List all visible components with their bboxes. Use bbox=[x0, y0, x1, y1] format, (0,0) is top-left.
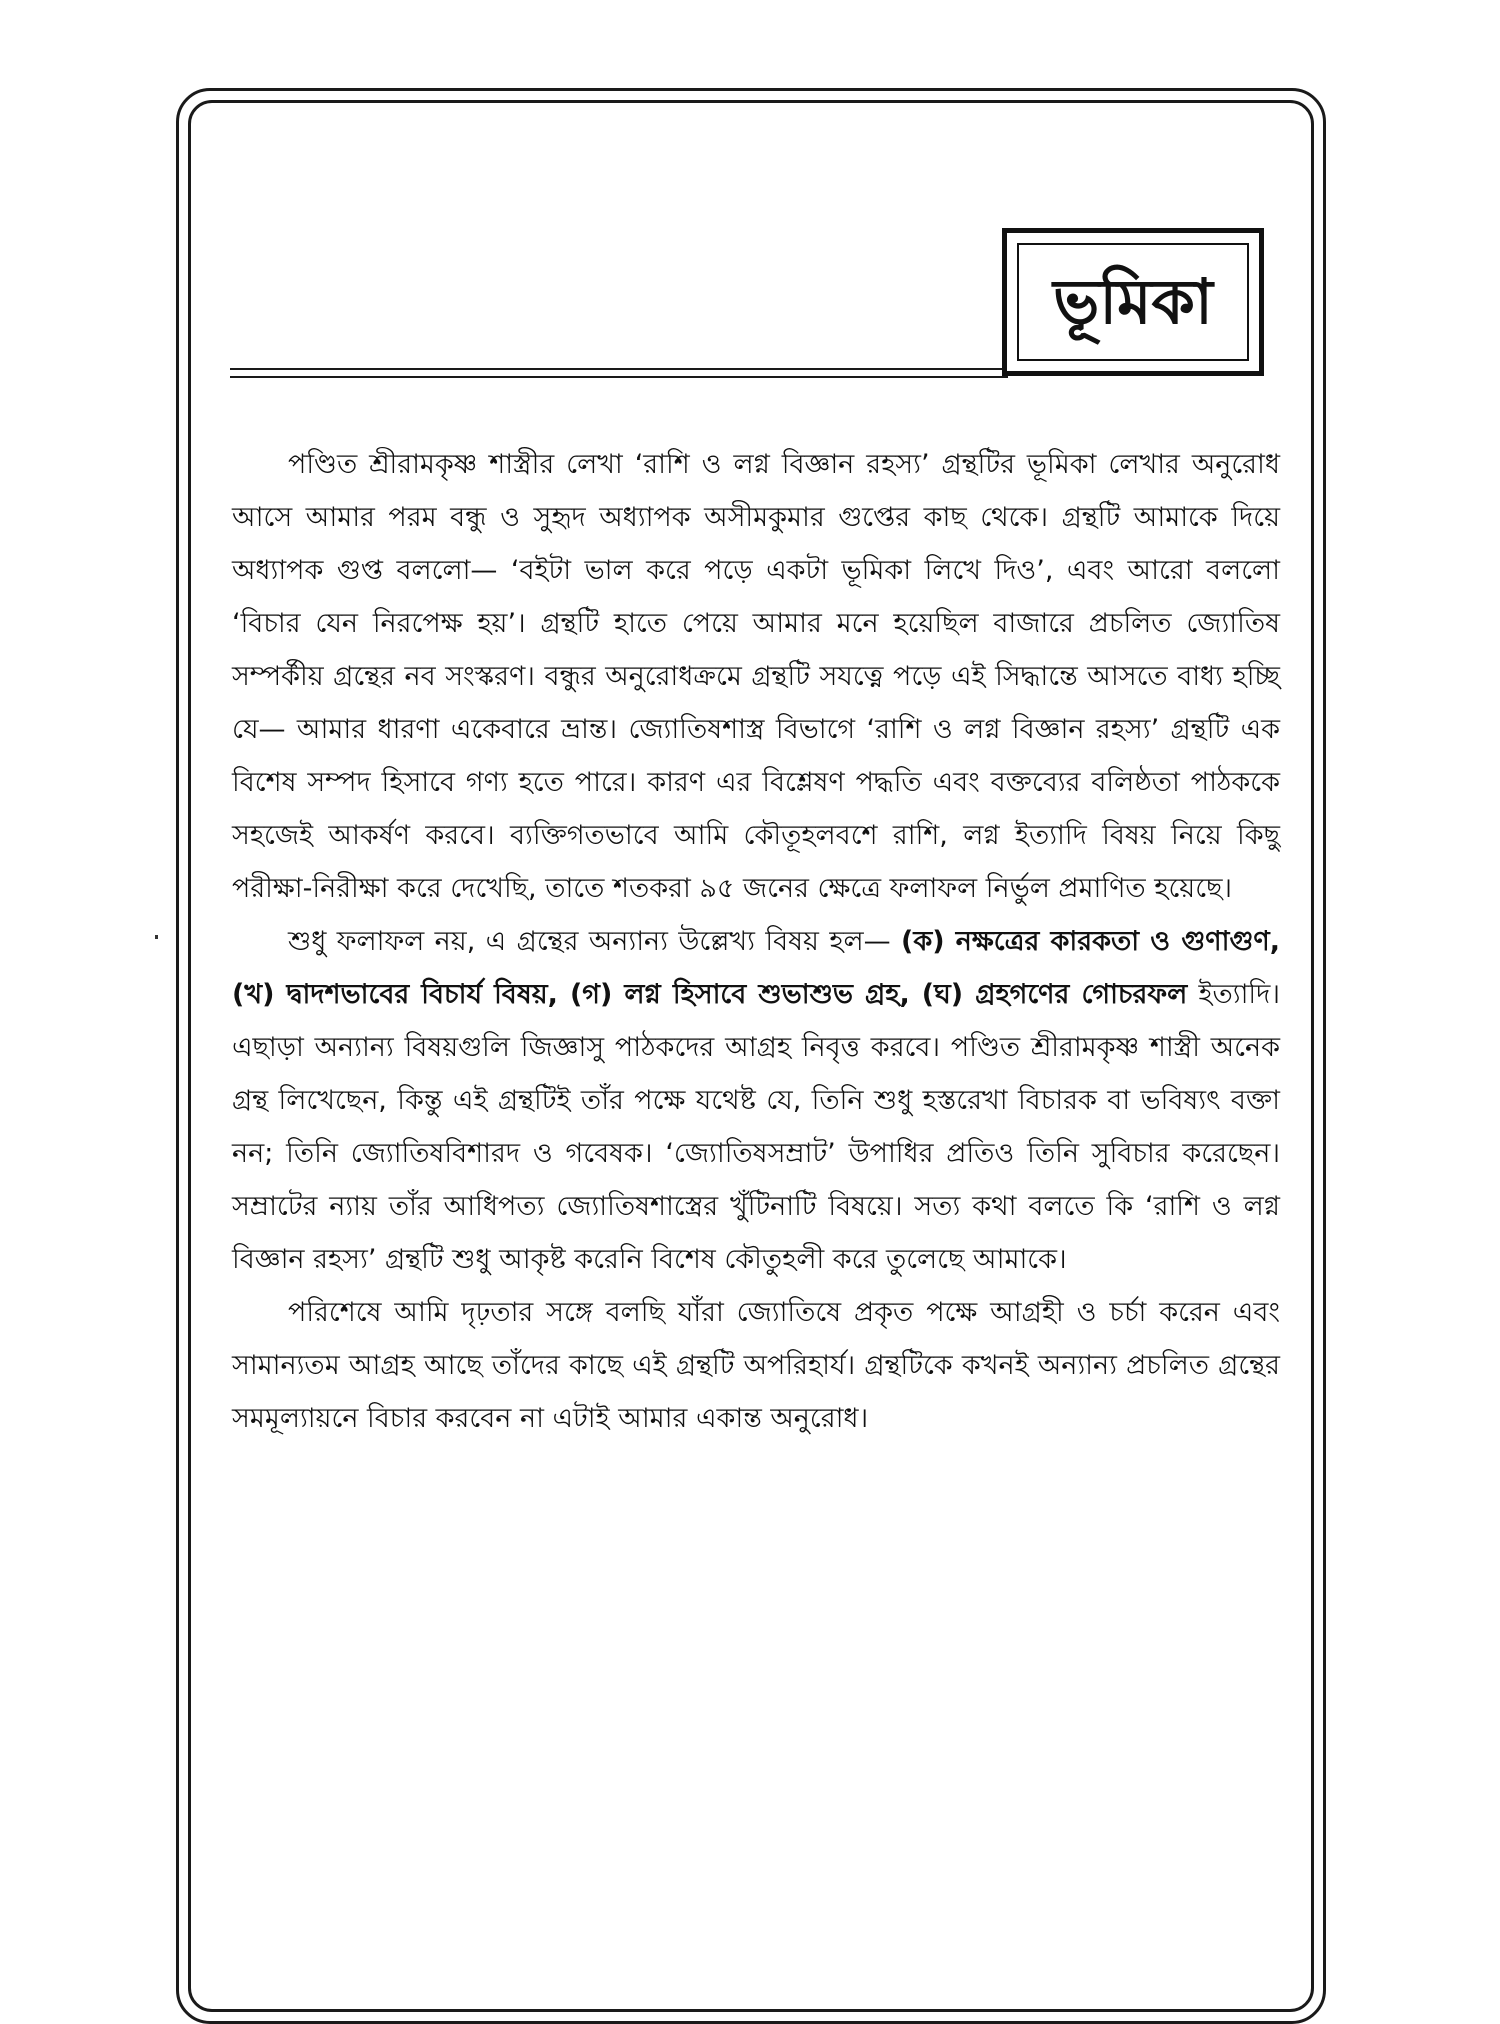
paragraph-2-lead: শুধু ফলাফল নয়, এ গ্রন্থের অন্যান্য উল্লেখ্য বিষয় হল— bbox=[288, 926, 902, 957]
page-title: ভূমিকা bbox=[1053, 265, 1213, 338]
heading-rule bbox=[230, 368, 1008, 378]
scan-speck bbox=[155, 935, 158, 939]
body-text bbox=[232, 438, 1280, 1445]
paragraph-2-bold-topics: (ক) নক্ষত্রের কারকতা ও গুণাগুণ, (খ) দ্বাদশভাবের বিচার্য বিষয়, (গ) লগ্ন হিসাবে শুভাশুভ গ্রহ, (ঘ) গ্রহগণের গোচরফল bbox=[232, 926, 1280, 1010]
paragraph-3: পরিশেষে আমি দৃঢ়তার সঙ্গে বলছি যাঁরা জ্যোতিষে প্রকৃত পক্ষে আগ্রহী ও চর্চা করেন এবং সামান্যতম আগ্রহ আছে তাঁদের কাছে এই গ্রন্থটি অপরিহার্য। গ্রন্থটিকে কখনই অন্যান্য প্রচলিত গ্রন্থের সমমূল্যায়নে বিচার করবেন না এটাই আমার একান্ত অনুরোধ। bbox=[232, 1297, 1280, 1434]
paragraph-1: পণ্ডিত শ্রীরামকৃষ্ণ শাস্ত্রীর লেখা ‘রাশি ও লগ্ন বিজ্ঞান রহস্য’ গ্রন্থটির ভূমিকা লেখার অনুরোধ আসে আমার পরম বন্ধু ও সুহৃদ অধ্যাপক অসীমকুমার গুপ্তের কাছ থেকে। গ্রন্থটি আমাকে দিয়ে অধ্যাপক গুপ্ত বললো— ‘বইটা ভাল করে পড়ে একটা ভূমিকা লিখে দিও’, এবং আরো বললো ‘বিচার যেন নিরপেক্ষ হয়’। গ্রন্থটি হাতে পেয়ে আমার মনে হয়েছিল বাজারে প্রচলিত জ্যোতিষ সম্পর্কীয় গ্রন্থের নব সংস্করণ। বন্ধুর অনুরোধক্রমে গ্রন্থটি সযত্নে পড়ে এই সিদ্ধান্তে আসতে বাধ্য হচ্ছি যে— আমার ধারণা একেবারে ভ্রান্ত। জ্যোতিষশাস্ত্র বিভাগে ‘রাশি ও লগ্ন বিজ্ঞান রহস্য’ গ্রন্থটি এক বিশেষ সম্পদ হিসাবে গণ্য হতে পারে। কারণ এর বিশ্লেষণ পদ্ধতি এবং বক্তব্যের বলিষ্ঠতা পাঠককে সহজেই আকর্ষণ করবে। ব্যক্তিগতভাবে আমি কৌতূহলবশে রাশি, লগ্ন ইত্যাদি বিষয় নিয়ে কিছু পরীক্ষা-নিরীক্ষা করে দেখেছি, তাতে শতকরা ৯৫ জনের ক্ষেত্রে ফলাফল নির্ভুল প্রমাণিত হয়েছে। bbox=[232, 449, 1280, 904]
heading-box-inner bbox=[1017, 243, 1249, 361]
paragraph-2 bbox=[232, 915, 1280, 1286]
paragraph-2-rest: ইত্যাদি। এছাড়া অন্যান্য বিষয়গুলি জিজ্ঞাসু পাঠকদের আগ্রহ নিবৃত্ত করবে। পণ্ডিত শ্রীরামকৃষ্ণ শাস্ত্রী অনেক গ্রন্থ লিখেছেন, কিন্তু এই গ্রন্থটিই তাঁর পক্ষে যথেষ্ট যে, তিনি শুধু হস্তরেখা বিচারক বা ভবিষ্যৎ বক্তা নন; তিনি জ্যোতিষবিশারদ ও গবেষক। ‘জ্যোতিষসম্রাট’ উপাধির প্রতিও তিনি সুবিচার করেছেন। সম্রাটের ন্যায় তাঁর আধিপত্য জ্যোতিষশাস্ত্রের খুঁটিনাটি বিষয়ে। সত্য কথা বলতে কি ‘রাশি ও লগ্ন বিজ্ঞান রহস্য’ গ্রন্থটি শুধু আকৃষ্ট করেনি বিশেষ কৌতুহলী করে তুলেছে আমাকে। bbox=[232, 979, 1280, 1275]
heading-box bbox=[1002, 228, 1264, 376]
